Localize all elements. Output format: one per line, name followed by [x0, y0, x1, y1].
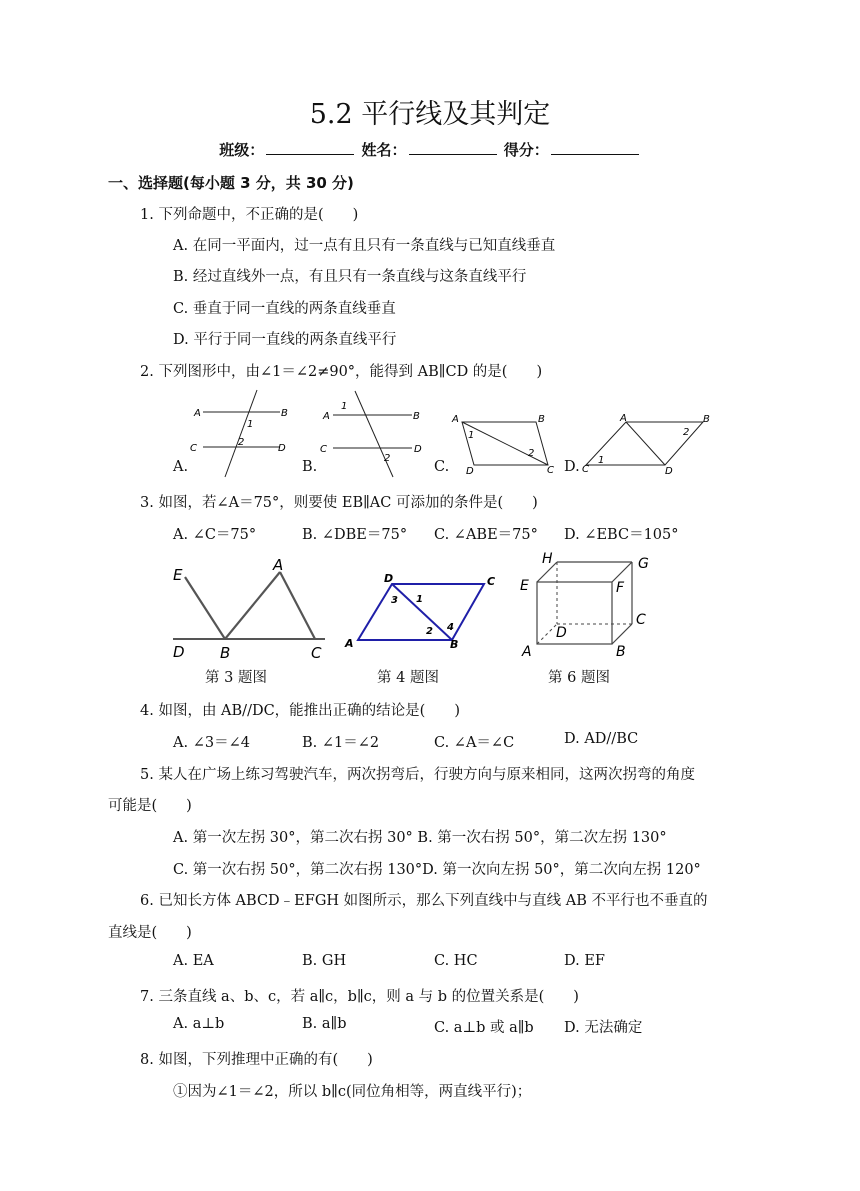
q4-option-d: D. AD//BC [564, 731, 639, 747]
q2d-label-a: A [620, 413, 627, 424]
q2d-label-b: B [703, 414, 710, 425]
q2a-label-a: A [194, 408, 201, 419]
q2a-label-c: C [190, 443, 197, 454]
q4-option-b: B. ∠1＝∠2 [302, 735, 380, 751]
q2c-label-d: D [466, 466, 474, 477]
q7-option-b: B. a∥b [302, 1016, 347, 1032]
q2b-angle-2: 2 [384, 453, 391, 464]
q6-stem-line2: 直线是( ) [108, 925, 192, 941]
section-heading: 一、选择题(每小题 3 分，共 30 分) [108, 174, 354, 192]
class-label: 班级： [219, 141, 265, 159]
fig3-label-d: D [173, 643, 185, 660]
fig3-label-b: B [220, 644, 231, 660]
q6-option-c: C. HC [434, 953, 478, 969]
caption-fig4: 第 4 题图 [377, 670, 439, 686]
q2b-label-d: D [414, 444, 422, 455]
figure-q6 [512, 548, 672, 660]
q1-stem: 1. 下列命题中，不正确的是( ) [140, 207, 359, 223]
q2-figure-c [448, 410, 563, 478]
q2-label-d: D. [564, 459, 580, 475]
name-label: 姓名： [361, 141, 407, 159]
q5-stem-line2: 可能是( ) [108, 798, 192, 814]
fig3-label-c: C [311, 644, 322, 660]
figure-q3 [165, 555, 335, 660]
q2a-angle-1: 1 [247, 419, 254, 430]
q3-option-b: B. ∠DBE＝75° [302, 527, 408, 543]
q2c-label-c: C [547, 465, 554, 476]
page-title: 5.2 平行线及其判定 [309, 99, 551, 130]
student-info-row [0, 139, 860, 160]
q2b-label-c: C [320, 444, 327, 455]
q2d-angle-2: 2 [683, 427, 690, 438]
q7-option-a: A. a⊥b [173, 1016, 225, 1032]
q1-option-d: D. 平行于同一直线的两条直线平行 [173, 332, 397, 348]
q2b-label-b: B [413, 411, 420, 422]
q2c-angle-2: 2 [528, 448, 535, 459]
q2b-angle-1: 1 [341, 401, 348, 412]
fig6-label-c: C [636, 612, 646, 628]
q1-option-a: A. 在同一平面内，过一点有且只有一条直线与已知直线垂直 [173, 238, 556, 254]
caption-fig6: 第 6 题图 [548, 670, 610, 686]
fig6-label-e: E [520, 578, 529, 594]
q5-stem-line1: 5. 某人在广场上练习驾驶汽车，两次拐弯后，行驶方向与原来相同，这两次拐弯的角度 [140, 767, 695, 783]
q6-stem-line1: 6. 已知长方体 ABCD﹣EFGH 如图所示，那么下列直线中与直线 AB 不平行也不垂直的 [140, 893, 708, 909]
q3-stem: 3. 如图，若∠A＝75°，则要使 EB∥AC 可添加的条件是( ) [140, 495, 538, 511]
q2a-label-d: D [278, 443, 286, 454]
q2-figure-d [578, 410, 718, 478]
fig4-label-c: C [487, 575, 496, 588]
q2a-label-b: B [281, 408, 288, 419]
q6-option-b: B. GH [302, 953, 347, 969]
q7-stem: 7. 三条直线 a、b、c，若 a∥c，b∥c，则 a 与 b 的位置关系是( ) [140, 989, 579, 1005]
q2-label-c: C. [434, 459, 450, 475]
q4-option-c: C. ∠A＝∠C [434, 735, 515, 751]
fig4-angle-2: 2 [426, 626, 433, 637]
q2a-angle-2: 2 [238, 437, 245, 448]
q2-label-b: B. [302, 459, 318, 475]
fig4-angle-3: 3 [391, 595, 398, 606]
score-blank[interactable] [551, 140, 639, 155]
fig6-label-d: D [556, 625, 567, 641]
q3-option-d: D. ∠EBC＝105° [564, 527, 679, 543]
q2-figure-a [185, 385, 295, 480]
figure-q4 [340, 570, 510, 655]
q2-figure-b [315, 385, 430, 480]
q2-label-a: A. [173, 459, 189, 475]
fig6-label-b: B [616, 644, 626, 660]
score-label: 得分： [503, 141, 549, 159]
fig3-label-a: A [273, 556, 284, 574]
q2d-label-c: C [582, 464, 589, 475]
q2c-label-b: B [538, 414, 545, 425]
fig6-label-a: A [522, 644, 532, 660]
q1-option-c: C. 垂直于同一直线的两条直线垂直 [173, 301, 396, 317]
q8-stem: 8. 如图，下列推理中正确的有( ) [140, 1052, 373, 1068]
q2c-label-a: A [452, 414, 459, 425]
fig4-label-a: A [345, 637, 354, 650]
fig4-label-d: D [384, 572, 394, 585]
q2d-angle-1: 1 [598, 455, 605, 466]
fig4-angle-4: 4 [447, 622, 454, 633]
fig6-label-f: F [616, 580, 625, 596]
q2b-label-a: A [323, 411, 330, 422]
q4-option-a: A. ∠3＝∠4 [173, 735, 250, 751]
fig4-angle-1: 1 [416, 594, 423, 605]
q2d-label-d: D [665, 466, 673, 477]
q3-option-c: C. ∠ABE＝75° [434, 527, 538, 543]
q3-option-a: A. ∠C＝75° [173, 527, 257, 543]
q8-item-1: ①因为∠1＝∠2，所以 b∥c(同位角相等，两直线平行)； [173, 1084, 532, 1100]
caption-fig3: 第 3 题图 [205, 670, 267, 686]
fig3-label-e: E [173, 566, 183, 584]
q5-options-ab: A. 第一次左拐 30°，第二次右拐 30° B. 第一次右拐 50°，第二次左拐 130° [173, 830, 667, 846]
q1-option-b: B. 经过直线外一点，有且只有一条直线与这条直线平行 [173, 269, 527, 285]
q6-option-a: A. EA [173, 953, 214, 969]
fig4-label-b: B [450, 638, 459, 651]
fig6-label-h: H [542, 551, 553, 567]
class-blank[interactable] [266, 140, 354, 155]
fig6-label-g: G [638, 556, 649, 572]
q5-options-cd: C. 第一次右拐 50°，第二次右拐 130°D. 第一次向左拐 50°，第二次向左拐 120° [173, 862, 701, 878]
name-blank[interactable] [409, 140, 497, 155]
q4-stem: 4. 如图，由 AB//DC，能推出正确的结论是( ) [140, 703, 460, 719]
q7-option-d: D. 无法确定 [564, 1020, 643, 1036]
q6-option-d: D. EF [564, 953, 605, 969]
q2-stem: 2. 下列图形中，由∠1＝∠2≠90°，能得到 AB∥CD 的是( ) [140, 364, 543, 380]
q2c-angle-1: 1 [468, 430, 475, 441]
q7-option-c: C. a⊥b 或 a∥b [434, 1020, 534, 1036]
